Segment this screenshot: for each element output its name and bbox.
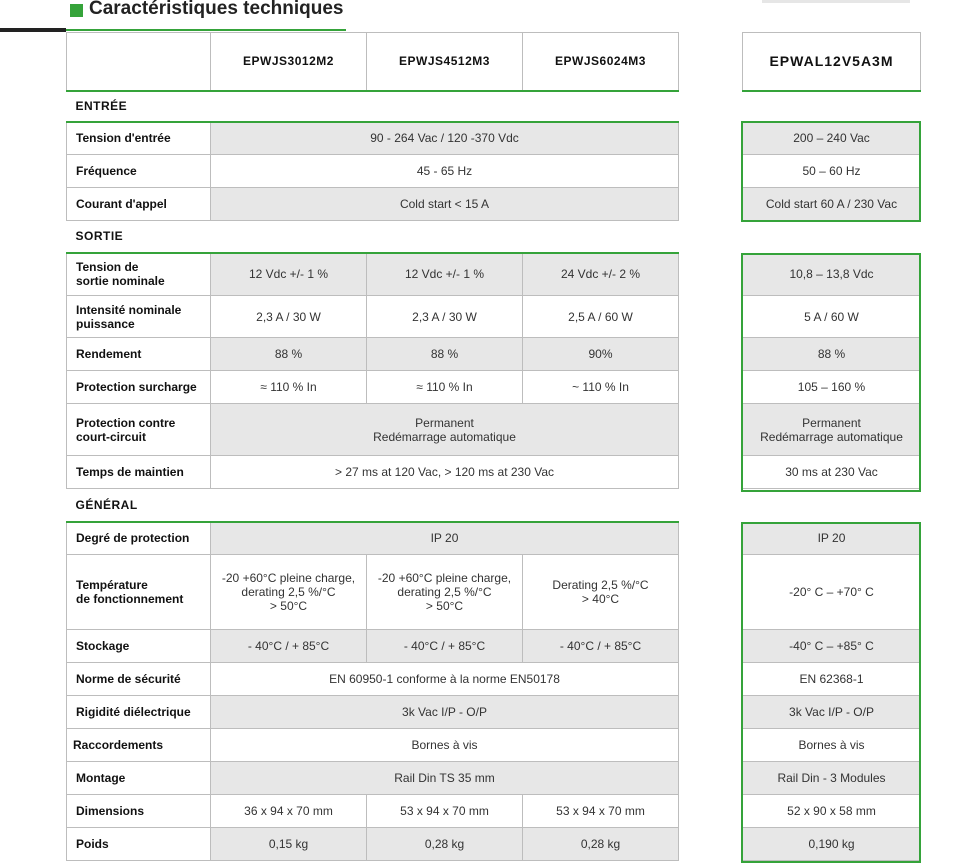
row-value: 24 Vdc +/- 2 % [523,253,679,296]
row-label: Fréquence [67,155,211,188]
row-label: Temps de maintien [67,456,211,489]
title-marker-icon [70,4,83,17]
section-general: GÉNÉRAL [67,489,679,522]
row-value: Bornes à vis [743,729,921,762]
row-value: IP 20 [211,522,679,555]
table-row [67,729,679,762]
row-value: 5 A / 60 W [743,296,921,338]
table-row [67,253,679,296]
model-header-4: EPWAL12V5A3M [743,33,921,91]
table-row [67,630,679,663]
row-value: 30 ms at 230 Vac [743,456,921,489]
table-row [67,371,679,404]
row-value: 3k Vac I/P - O/P [211,696,679,729]
page-title: Caractéristiques techniques [89,0,344,19]
row-label: Poids [67,828,211,861]
row-value: Bornes à vis [211,729,679,762]
page-header [0,0,979,34]
table-row [67,696,679,729]
table-row [67,555,679,630]
row-label: Tension de sortie nominale [67,253,211,296]
row-value: Rail Din - 3 Modules [743,762,921,795]
table-row [67,663,679,696]
row-value: 3k Vac I/P - O/P [743,696,921,729]
model-header-1: EPWJS3012M2 [211,33,367,91]
row-value: Derating 2,5 %/°C > 40°C [523,555,679,630]
model-header-2: EPWJS4512M3 [367,33,523,91]
row-value: 0,190 kg [743,828,921,861]
row-value: ~ 110 % In [523,371,679,404]
row-value: - 40°C / + 85°C [523,630,679,663]
section-entree: ENTRÉE [67,91,679,122]
row-value: 52 x 90 x 58 mm [743,795,921,828]
row-value: 105 – 160 % [743,371,921,404]
row-value: EN 60950-1 conforme à la norme EN50178 [211,663,679,696]
secondary-spec-table [742,32,921,861]
row-label: Degré de protection [67,522,211,555]
row-value: -20° C – +70° C [743,555,921,630]
row-value: 12 Vdc +/- 1 % [211,253,367,296]
row-value: -40° C – +85° C [743,630,921,663]
row-value: 88 % [367,338,523,371]
table-row [67,762,679,795]
row-label: Rigidité diélectrique [67,696,211,729]
row-value: IP 20 [743,522,921,555]
header-empty-cell [67,33,211,91]
row-value: 88 % [211,338,367,371]
section-sortie: SORTIE [67,221,679,253]
row-value: 0,28 kg [367,828,523,861]
row-value: - 40°C / + 85°C [211,630,367,663]
row-value: 45 - 65 Hz [211,155,679,188]
title-underline-green [66,29,346,31]
row-value: Rail Din TS 35 mm [211,762,679,795]
row-label: Protection surcharge [67,371,211,404]
row-label: Rendement [67,338,211,371]
model-header-3: EPWJS6024M3 [523,33,679,91]
row-value: 88 % [743,338,921,371]
table-row [67,188,679,221]
row-value: Cold start < 15 A [211,188,679,221]
row-value: 90% [523,338,679,371]
row-label: Norme de sécurité [67,663,211,696]
row-value: 36 x 94 x 70 mm [211,795,367,828]
row-value: 0,15 kg [211,828,367,861]
row-value: 2,5 A / 60 W [523,296,679,338]
row-label: Raccordements [67,729,211,762]
row-value: 53 x 94 x 70 mm [523,795,679,828]
row-value: 50 – 60 Hz [743,155,921,188]
row-value: EN 62368-1 [743,663,921,696]
row-value: - 40°C / + 85°C [367,630,523,663]
row-label: Montage [67,762,211,795]
row-value: Cold start 60 A / 230 Vac [743,188,921,221]
row-value: ≈ 110 % In [367,371,523,404]
table-row [67,456,679,489]
table-row [67,122,679,155]
row-value: 2,3 A / 30 W [211,296,367,338]
row-value: Permanent Redémarrage automatique [211,404,679,456]
table-row [67,296,679,338]
row-value: > 27 ms at 120 Vac, > 120 ms at 230 Vac [211,456,679,489]
corner-decoration [762,0,910,3]
table-row [67,404,679,456]
row-label: Stockage [67,630,211,663]
row-label: Dimensions [67,795,211,828]
table-row [67,522,679,555]
row-value: 0,28 kg [523,828,679,861]
models-header-row [67,33,679,91]
row-label: Courant d'appel [67,188,211,221]
title-underline-dark [0,28,66,32]
table-row [67,155,679,188]
row-value: 10,8 – 13,8 Vdc [743,253,921,296]
row-value: 2,3 A / 30 W [367,296,523,338]
row-label: Intensité nominale puissance [67,296,211,338]
row-value: -20 +60°C pleine charge, derating 2,5 %/°C > 50°C [211,555,367,630]
row-label: Protection contre court-circuit [67,404,211,456]
row-value: 200 – 240 Vac [743,122,921,155]
table-row [67,338,679,371]
row-value: -20 +60°C pleine charge, derating 2,5 %/°C > 50°C [367,555,523,630]
main-spec-table [66,32,679,861]
row-label: Tension d'entrée [67,122,211,155]
row-value: ≈ 110 % In [211,371,367,404]
row-label: Température de fonctionnement [67,555,211,630]
row-value: Permanent Redémarrage automatique [743,404,921,456]
table-row [67,795,679,828]
row-value: 12 Vdc +/- 1 % [367,253,523,296]
table-row [67,828,679,861]
row-value: 90 - 264 Vac / 120 -370 Vdc [211,122,679,155]
row-value: 53 x 94 x 70 mm [367,795,523,828]
